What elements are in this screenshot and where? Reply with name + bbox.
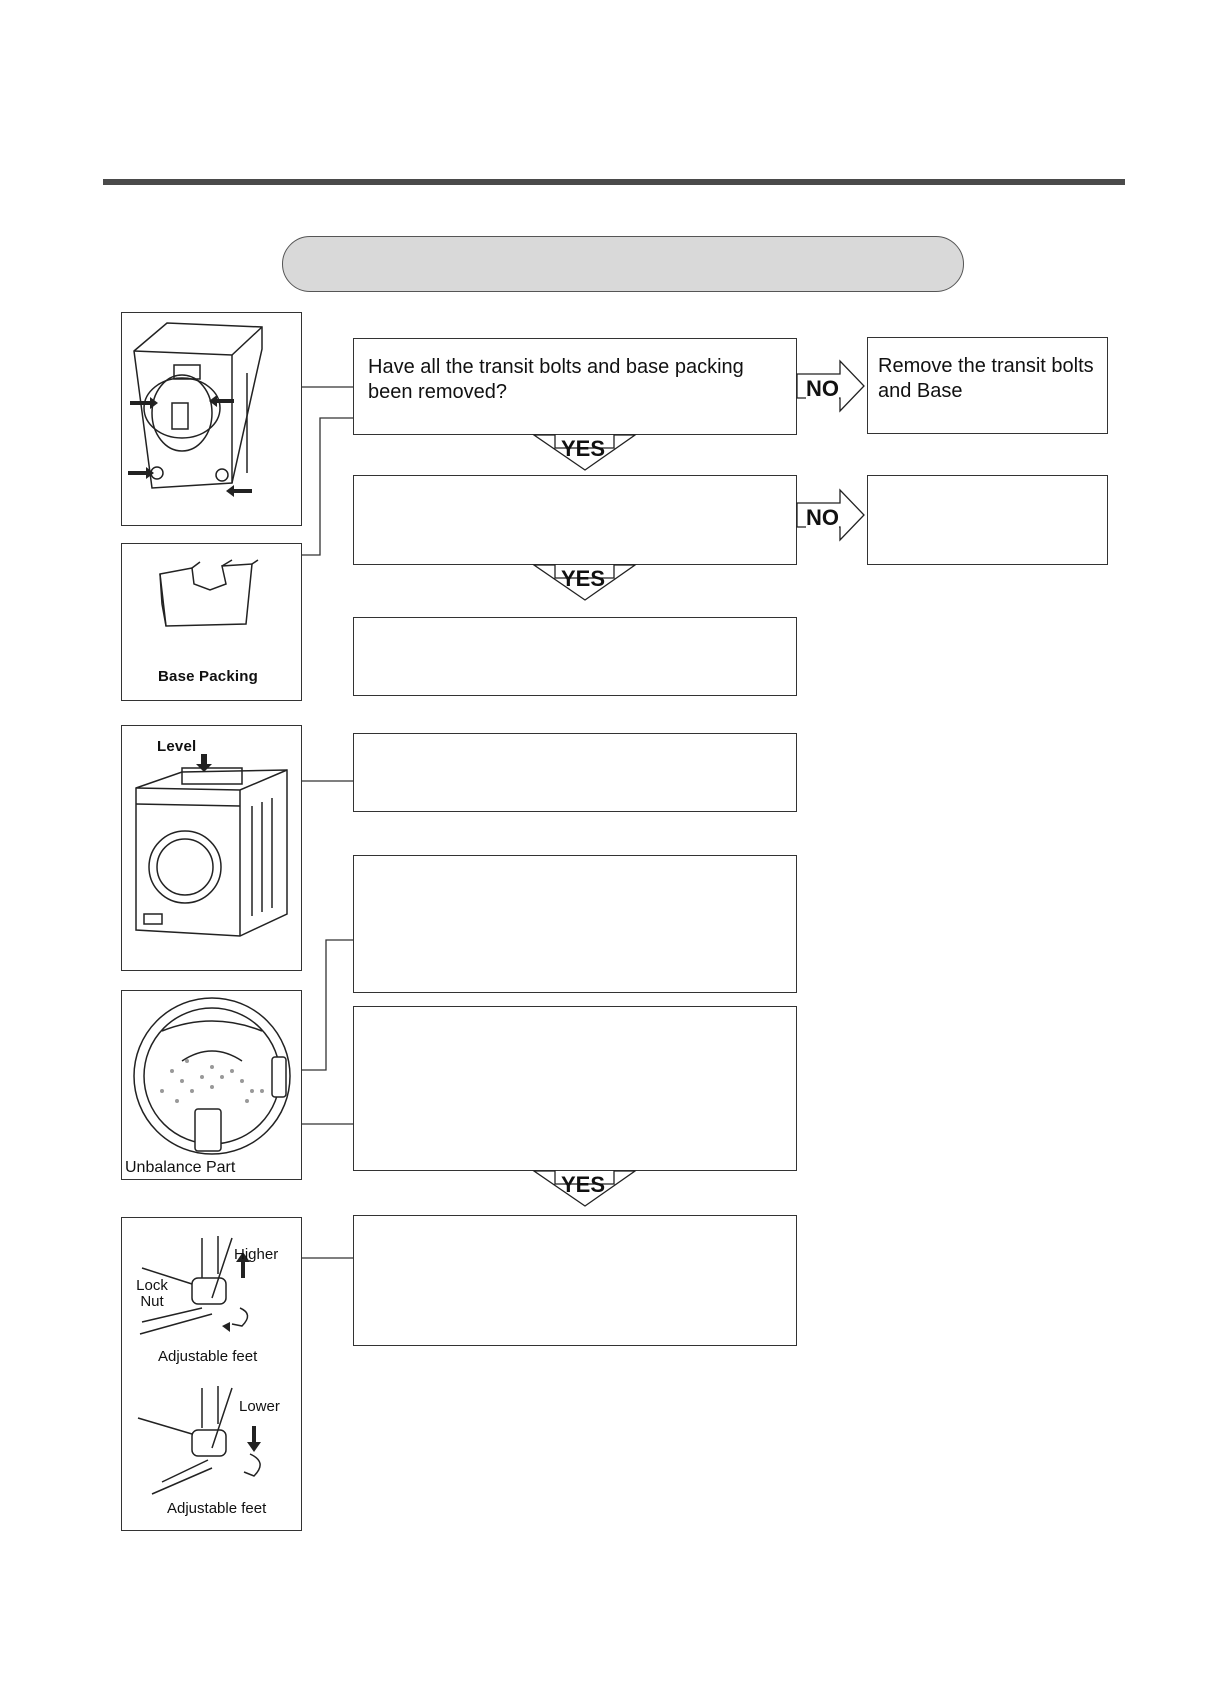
no-label-1: NO [806,376,839,401]
higher-label: Higher [234,1246,279,1263]
yes-label-3: YES [561,1172,606,1197]
q1-no-action-text: Remove the transit bolts and Base [878,355,1094,402]
connector-image4-step5 [302,940,353,1070]
adjustable-feet-label-lower: Adjustable feet [167,1500,267,1517]
level-label: Level [157,738,197,755]
lower-label: Lower [239,1398,280,1415]
yes-label-2: YES [561,566,606,591]
unbalance-part-label: Unbalance Part [125,1159,236,1176]
base-packing-label: Base Packing [158,668,258,685]
q1-text: Have all the transit bolts and base packing been removed? [368,356,744,403]
connector-image2-q1 [302,418,353,555]
no-label-2: NO [806,505,839,530]
yes-label-1: YES [561,436,606,461]
adjustable-feet-label-upper: Adjustable feet [158,1348,258,1365]
lock-nut-label: Lock Nut [136,1277,168,1310]
